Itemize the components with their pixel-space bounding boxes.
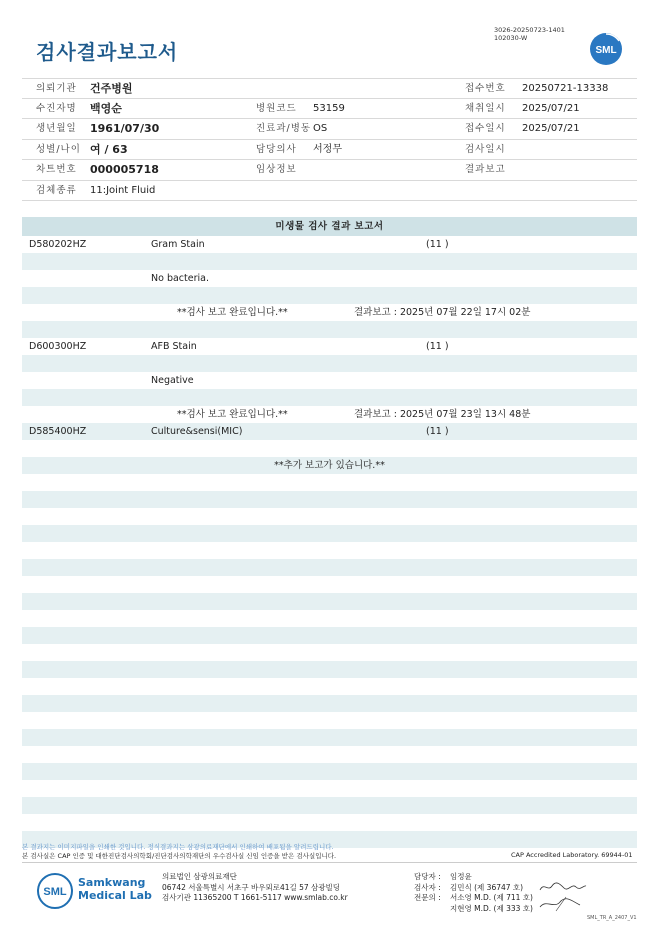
specimen-value: 11:Joint Fluid xyxy=(90,184,156,196)
collect-date-label: 채취일시 xyxy=(465,102,506,114)
address-line3: 검사기관 11365200 T 1661-5117 www.smlab.co.kr xyxy=(162,893,348,902)
brand-line1: Samkwang xyxy=(78,876,146,889)
table-row xyxy=(22,678,637,695)
info-row xyxy=(22,99,637,120)
table-row xyxy=(22,525,637,542)
table-row xyxy=(22,338,637,355)
specimen-number: (11 ) xyxy=(426,239,449,250)
result-status: **검사 보고 완료입니다.** xyxy=(177,409,288,420)
table-row xyxy=(22,389,637,406)
receipt-no-label: 접수번호 xyxy=(465,83,506,94)
table-row xyxy=(22,406,637,423)
table-row xyxy=(22,814,637,831)
collect-date-value: 2025/07/21 xyxy=(522,102,580,114)
lab-address xyxy=(162,872,348,904)
sex-age-value: 여 / 63 xyxy=(90,142,128,156)
table-row xyxy=(22,576,637,593)
staff-value: 지현영 M.D. (제 333 호) xyxy=(450,903,533,913)
hospital-code-value: 53159 xyxy=(313,102,345,114)
brand-line2: Medical Lab xyxy=(78,889,152,902)
chart-value: 000005718 xyxy=(90,163,159,176)
table-row xyxy=(22,304,637,321)
table-row xyxy=(22,763,637,780)
doctor-label: 담당의사 xyxy=(256,143,297,155)
info-row xyxy=(22,78,637,99)
staff-label: 전문의 : xyxy=(414,893,441,902)
address-line1: 의료법인 삼광의료재단 xyxy=(162,872,237,881)
specimen-label: 검체종류 xyxy=(36,184,77,196)
chart-label: 차트번호 xyxy=(36,164,77,175)
page-title: 검사결과보고서 xyxy=(36,40,179,64)
notice-image-print: 본 결과지는 이미지파일을 인쇄한 것입니다. 정식결과지는 삼광의료재단에서 인쇄하여 배포됨을 알려드립니다. xyxy=(22,843,334,851)
report-time: 결과보고 : 2025년 07월 22일 17시 02분 xyxy=(354,307,531,318)
staff-value: 김민식 (제 36747 호) xyxy=(450,882,524,892)
form-version: SML_TR_A_2407_V1 xyxy=(587,915,637,921)
table-row xyxy=(22,355,637,372)
results-header: 미생물 검사 결과 보고서 xyxy=(22,217,637,236)
table-row xyxy=(22,780,637,797)
result-status: **검사 보고 완료입니다.** xyxy=(177,307,288,318)
sml-logo-icon xyxy=(589,32,623,66)
specimen-number: (11 ) xyxy=(426,341,449,352)
results-table xyxy=(22,217,637,848)
table-row xyxy=(22,542,637,559)
table-row xyxy=(22,593,637,610)
info-row xyxy=(22,140,637,161)
table-row xyxy=(22,440,637,457)
table-row xyxy=(22,610,637,627)
table-row xyxy=(22,270,637,287)
test-name: No bacteria. xyxy=(151,273,209,284)
receipt-date-value: 2025/07/21 xyxy=(522,123,580,134)
cap-accreditation: CAP Accredited Laboratory. 69944-01 xyxy=(511,851,633,859)
table-row xyxy=(22,746,637,763)
staff-value: 임정윤 xyxy=(450,872,472,881)
requester-label: 의뢰기관 xyxy=(36,83,77,94)
staff-list xyxy=(414,872,533,914)
sml-footer-logo-icon xyxy=(36,872,74,910)
dept-value: OS xyxy=(313,123,328,134)
document-code-line2: 102030-W xyxy=(494,34,528,42)
test-name: Culture&sensi(MIC) xyxy=(151,426,243,437)
svg-text:SML: SML xyxy=(43,886,67,898)
results-body xyxy=(22,236,637,848)
table-row xyxy=(22,457,637,474)
table-row xyxy=(22,236,637,253)
report-label: 결과보고 xyxy=(465,164,506,175)
table-row xyxy=(22,661,637,678)
table-row xyxy=(22,491,637,508)
staff-value: 서소영 M.D. (제 711 호) xyxy=(450,893,533,902)
table-row xyxy=(22,559,637,576)
receipt-no-value: 20250721-13338 xyxy=(522,83,609,94)
sml-logo-text: SML xyxy=(595,45,617,56)
staff-label: 담당자 : xyxy=(414,872,441,881)
document-code xyxy=(494,26,565,42)
table-row xyxy=(22,372,637,389)
clinical-label: 임상정보 xyxy=(256,164,297,175)
table-row xyxy=(22,695,637,712)
patient-label: 수진자명 xyxy=(36,102,77,114)
requester-value: 건주병원 xyxy=(90,82,133,95)
info-row xyxy=(22,119,637,140)
specimen-number: (11 ) xyxy=(426,426,449,437)
signature-icon xyxy=(536,893,584,913)
table-row xyxy=(22,474,637,491)
birth-label: 생년월일 xyxy=(36,123,77,134)
table-row xyxy=(22,797,637,814)
report-time: 결과보고 : 2025년 07월 23일 13시 48분 xyxy=(354,409,531,420)
footer-divider xyxy=(22,862,637,863)
table-row xyxy=(22,253,637,270)
info-row xyxy=(22,181,637,202)
test-name: AFB Stain xyxy=(151,341,197,352)
table-row xyxy=(22,423,637,440)
brand-name xyxy=(78,876,152,902)
table-row xyxy=(22,644,637,661)
test-code: D600300HZ xyxy=(29,341,87,352)
additional-report-notice: **추가 보고가 있습니다.** xyxy=(274,460,385,471)
table-row xyxy=(22,321,637,338)
table-row xyxy=(22,729,637,746)
test-name: Gram Stain xyxy=(151,239,205,250)
address-line2: 06742 서울특별시 서초구 바우뫼로41길 57 삼광빌딩 xyxy=(162,882,341,892)
staff-label: 검사자 : xyxy=(414,882,441,892)
signature-icon xyxy=(538,880,588,894)
test-code: D585400HZ xyxy=(29,426,87,437)
notice-accreditation: 본 검사실은 CAP 인증 및 대한진단검사의학회/진단검사의학재단의 우수검사실 신임 인증을 받은 검사실입니다. xyxy=(22,852,337,860)
test-name: Negative xyxy=(151,375,194,386)
dept-label: 진료과/병동 xyxy=(256,123,312,134)
test-date-label: 검사일시 xyxy=(465,143,506,155)
patient-value: 백영순 xyxy=(90,101,122,115)
patient-info-table xyxy=(22,78,637,201)
table-row xyxy=(22,508,637,525)
info-row xyxy=(22,160,637,181)
test-code: D580202HZ xyxy=(29,239,87,250)
table-row xyxy=(22,287,637,304)
table-row xyxy=(22,712,637,729)
table-row xyxy=(22,627,637,644)
birth-value: 1961/07/30 xyxy=(90,122,160,135)
hospital-code-label: 병원코드 xyxy=(256,102,297,114)
document-code-line1: 3026-20250723-1401 xyxy=(494,26,565,34)
doctor-value: 서정무 xyxy=(313,143,342,155)
receipt-date-label: 접수일시 xyxy=(465,123,506,134)
sex-age-label: 성별/나이 xyxy=(36,143,81,155)
